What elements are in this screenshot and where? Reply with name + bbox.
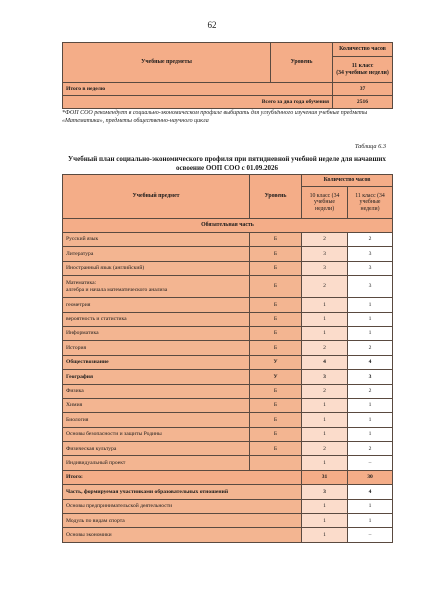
grade10-cell: 1	[302, 312, 348, 326]
table-row	[63, 370, 393, 384]
subject-cell: Основы предпринимательской деятельности	[63, 499, 302, 513]
subject-cell: Физическая культура	[63, 442, 250, 456]
level-cell	[250, 456, 302, 470]
level-cell: Б	[250, 261, 302, 275]
table-row	[63, 384, 393, 398]
table-row	[63, 514, 393, 528]
table-row	[63, 456, 393, 470]
table-row	[63, 499, 393, 513]
header-level: Уровень	[271, 43, 333, 83]
grade11-cell: –	[348, 456, 393, 470]
grade11-cell: 1	[348, 398, 393, 412]
part2-label: Часть, формируемая участниками образовательных отношений	[63, 485, 302, 499]
subject-cell: История	[63, 341, 250, 355]
grade10-cell: 1	[302, 528, 348, 542]
level-cell: Б	[250, 326, 302, 340]
grade11-cell: 2	[348, 442, 393, 456]
subject-cell: Основы безопасности и защиты Родины	[63, 427, 250, 441]
level-cell: Б	[250, 442, 302, 456]
grade10-cell: 1	[302, 326, 348, 340]
page-number: 62	[207, 20, 217, 30]
table-row	[63, 298, 393, 312]
table-row	[63, 341, 393, 355]
subject-cell: География	[63, 370, 250, 384]
header-hours: Количество часов	[333, 43, 393, 57]
subject-cell: Математика: алгебра и начала математического анализа	[63, 276, 250, 298]
level-cell: Б	[250, 384, 302, 398]
footnote: *ФОП СОО рекомендует в социально-экономическом профиле выбирать для углублённого изучения учебные предметы «Математика», предметы общественно-научного цикла	[62, 110, 368, 124]
grade11-cell: 3	[348, 261, 393, 275]
part2-grade10: 3	[302, 485, 348, 499]
total-row	[63, 470, 393, 484]
table-row	[63, 247, 393, 261]
grade10-cell: 3	[302, 261, 348, 275]
grade10-cell: 1	[302, 413, 348, 427]
subject-cell: Индивидуальный проект	[63, 456, 250, 470]
header-hours: Количество часов	[302, 175, 393, 187]
total-grade10: 31	[302, 470, 348, 484]
level-cell: Б	[250, 298, 302, 312]
row-total-value: 2516	[333, 96, 393, 109]
level-cell: Б	[250, 398, 302, 412]
grade10-cell: 2	[302, 276, 348, 298]
subject-cell: Иностранный язык (английский)	[63, 261, 250, 275]
subject-cell: Физика	[63, 384, 250, 398]
header-grade10: 10 класс (34 учебные недели)	[302, 187, 348, 219]
section-mandatory: Обязательная часть	[63, 219, 393, 233]
subject-cell: Биология	[63, 413, 250, 427]
grade11-cell: 1	[348, 499, 393, 513]
table-row	[63, 427, 393, 441]
grade10-cell: 1	[302, 514, 348, 528]
row-total-label: Всего за два года обучения	[63, 96, 333, 109]
header-grade11: 11 класс (34 учебные недели)	[348, 187, 393, 219]
level-cell: Б	[250, 413, 302, 427]
grade11-cell: 1	[348, 298, 393, 312]
grade11-cell: 1	[348, 514, 393, 528]
part2-grade11: 4	[348, 485, 393, 499]
total-label: Итого:	[63, 470, 302, 484]
table-label: Таблица 6.3	[354, 143, 386, 150]
level-cell: Б	[250, 233, 302, 247]
table-row	[63, 442, 393, 456]
header-subjects: Учебные предметы	[63, 43, 271, 83]
header-level: Уровень	[250, 175, 302, 219]
subject-cell: вероятность и статистика	[63, 312, 250, 326]
table-row	[63, 528, 393, 542]
table-row	[63, 413, 393, 427]
grade10-cell: 3	[302, 247, 348, 261]
grade10-cell: 2	[302, 384, 348, 398]
curriculum-table	[62, 174, 393, 543]
grade11-cell: 3	[348, 276, 393, 298]
table-row	[63, 261, 393, 275]
grade11-cell: –	[348, 528, 393, 542]
header-grade11: 11 класс (34 учебные недели)	[333, 57, 393, 83]
grade10-cell: 3	[302, 370, 348, 384]
grade11-cell: 1	[348, 312, 393, 326]
subject-cell: Модуль по видам спорта	[63, 514, 302, 528]
table-row	[63, 233, 393, 247]
subject-cell: Русский язык	[63, 233, 250, 247]
grade10-cell: 1	[302, 298, 348, 312]
subject-cell: Химия	[63, 398, 250, 412]
grade10-cell: 4	[302, 355, 348, 369]
table-row	[63, 276, 393, 298]
subject-cell: Обществознание	[63, 355, 250, 369]
subject-cell: Информатика	[63, 326, 250, 340]
grade10-cell: 2	[302, 442, 348, 456]
grade10-cell: 1	[302, 427, 348, 441]
row-week-value: 37	[333, 83, 393, 96]
grade11-cell: 2	[348, 233, 393, 247]
level-cell: Б	[250, 276, 302, 298]
grade11-cell: 1	[348, 413, 393, 427]
subject-cell: Основы экономики	[63, 528, 302, 542]
level-cell: У	[250, 355, 302, 369]
level-cell: Б	[250, 427, 302, 441]
level-cell: Б	[250, 247, 302, 261]
grade10-cell: 1	[302, 398, 348, 412]
grade11-cell: 4	[348, 355, 393, 369]
row-week-label: Итого в неделю	[63, 83, 333, 96]
total-grade11: 30	[348, 470, 393, 484]
grade11-cell: 1	[348, 427, 393, 441]
level-cell: У	[250, 370, 302, 384]
table-title: Учебный план социально-экономического профиля при пятидневной учебной неделе для начавших освоение ООП СОО с 01.09.2026	[68, 155, 386, 172]
summary-table	[62, 42, 393, 109]
part2-row	[63, 485, 393, 499]
grade11-cell: 2	[348, 341, 393, 355]
grade11-cell: 1	[348, 326, 393, 340]
grade11-cell: 3	[348, 370, 393, 384]
grade10-cell: 1	[302, 456, 348, 470]
subject-cell: Литература	[63, 247, 250, 261]
grade11-cell: 2	[348, 384, 393, 398]
table-row	[63, 398, 393, 412]
table-row	[63, 326, 393, 340]
subject-cell: геометрия	[63, 298, 250, 312]
header-subject: Учебный предмет	[63, 175, 250, 219]
table-row	[63, 355, 393, 369]
level-cell: Б	[250, 312, 302, 326]
table-row	[63, 312, 393, 326]
grade10-cell: 2	[302, 233, 348, 247]
grade11-cell: 3	[348, 247, 393, 261]
grade10-cell: 1	[302, 499, 348, 513]
level-cell: Б	[250, 341, 302, 355]
grade10-cell: 2	[302, 341, 348, 355]
